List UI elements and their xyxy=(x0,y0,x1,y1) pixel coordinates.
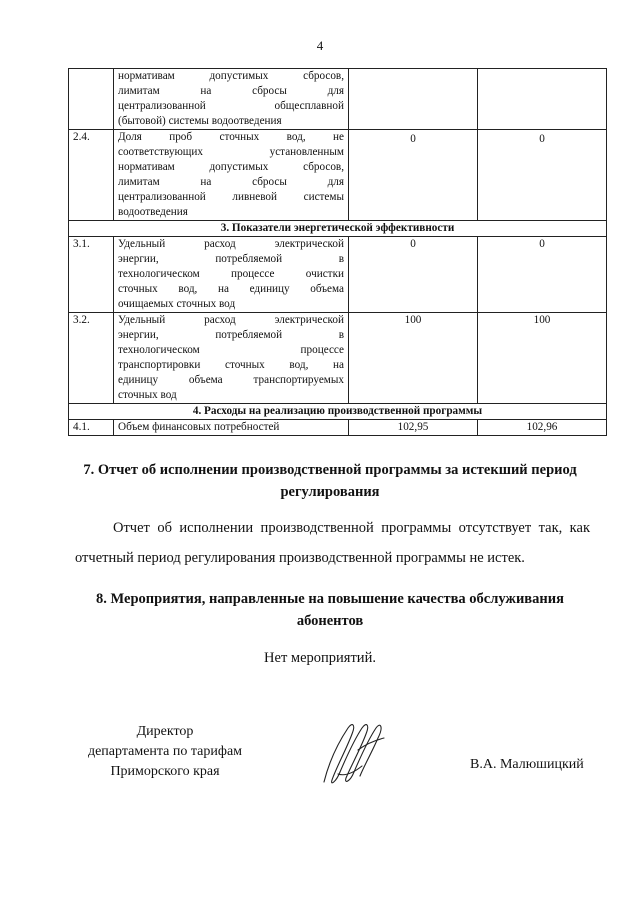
table-section-row xyxy=(69,221,607,237)
table-row xyxy=(69,313,607,404)
row-description: нормативам допустимых сбросов, лимитам на сбросы для централизованной общесплавной (бытовой) системы водоотведения xyxy=(114,69,349,130)
table-row xyxy=(69,237,607,313)
row-description: Удельный расход электрической энергии, потребляемой в технологическом процессе очистки сточных вод, на единицу объема очищаемых сточных вод xyxy=(114,237,349,313)
table-section-row xyxy=(69,404,607,420)
signer-title: Директор департамента по тарифам Приморского края xyxy=(87,724,243,779)
section-3-heading: 3. Показатели энергетической эффективности xyxy=(69,221,607,237)
row-value-2: 102,96 xyxy=(478,420,607,436)
table-row xyxy=(69,130,607,221)
row-value-1: 102,95 xyxy=(349,420,478,436)
row-value-1: 100 xyxy=(349,313,478,404)
table-row xyxy=(69,420,607,436)
signature-image xyxy=(318,716,390,788)
row-description: Объем финансовых потребностей xyxy=(114,420,349,436)
row-value-1: 0 xyxy=(349,237,478,313)
signer-name: В.А. Малюшицкий xyxy=(470,757,584,772)
section-8-text: Нет мероприятий. xyxy=(264,650,376,666)
page-number: 4 xyxy=(316,38,324,53)
row-number: 3.1. xyxy=(69,237,114,313)
row-value-2: 0 xyxy=(478,237,607,313)
section-4-heading: 4. Расходы на реализацию производственной программы xyxy=(69,404,607,420)
row-value-2: 100 xyxy=(478,313,607,404)
row-value-1 xyxy=(349,69,478,130)
row-value-1: 0 xyxy=(349,130,478,221)
row-number: 3.2. xyxy=(69,313,114,404)
table-row xyxy=(69,69,607,130)
section-7-heading: 7. Отчет об исполнении производственной программы за истекший период регулирования xyxy=(83,462,577,500)
row-number: 2.4. xyxy=(69,130,114,221)
row-description: Удельный расход электрической энергии, потребляемой в технологическом процессе транспортировки сточных вод, на единицу объема транспортируемых сточных вод xyxy=(114,313,349,404)
indicators-table xyxy=(68,68,607,436)
row-number: 4.1. xyxy=(69,420,114,436)
row-number xyxy=(69,69,114,130)
section-7-text: Отчет об исполнении производственной программы отсутствует так, как отчетный период регулирования производственной программы не истек. xyxy=(75,520,590,566)
row-value-2 xyxy=(478,69,607,130)
section-8-heading: 8. Мероприятия, направленные на повышение качества обслуживания абонентов xyxy=(96,591,564,629)
row-value-2: 0 xyxy=(478,130,607,221)
row-description: Доля проб сточных вод, не соответствующих установленным нормативам допустимых сбросов, лимитам на сбросы для централизованной ливневой системы водоотведения xyxy=(114,130,349,221)
